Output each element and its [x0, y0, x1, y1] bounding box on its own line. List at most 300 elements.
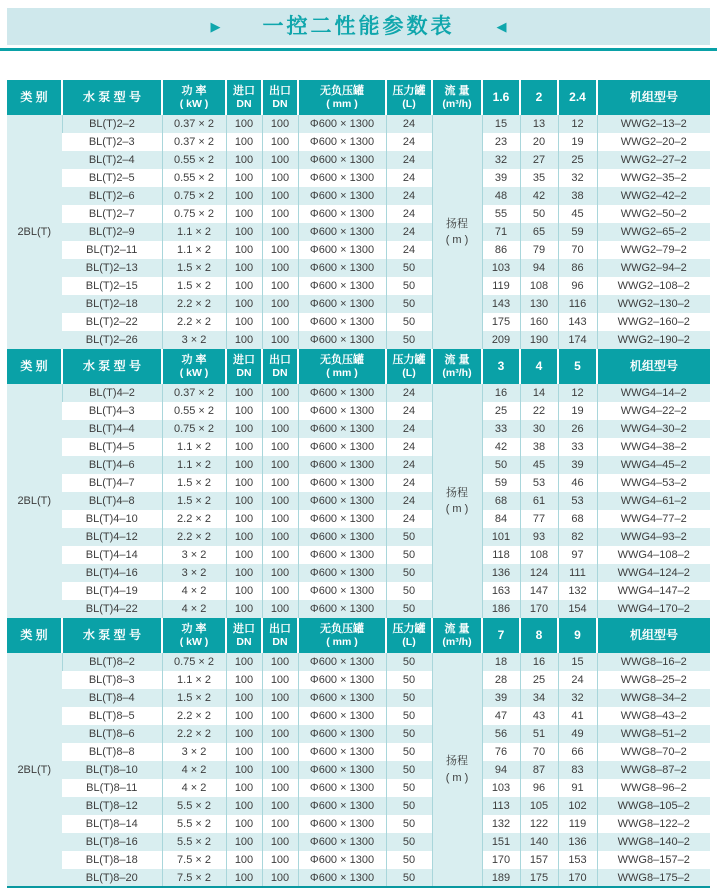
cell-inlet-dn: 100 [226, 187, 262, 205]
cell-pump-model: BL(T)8–3 [62, 671, 162, 689]
cell-pressure-tank: 24 [386, 151, 432, 169]
cell-flow-1: 84 [482, 510, 520, 528]
cell-inlet-dn: 100 [226, 133, 262, 151]
cell-inlet-dn: 100 [226, 653, 262, 671]
cell-power: 1.5 × 2 [162, 277, 226, 295]
cell-inlet-dn: 100 [226, 402, 262, 420]
cell-outlet-dn: 100 [262, 689, 298, 707]
col-header-flow-value: 2 [520, 80, 558, 115]
cell-vacuum-tank: Φ600 × 1300 [298, 223, 386, 241]
cell-flow-1: 15 [482, 115, 520, 133]
cell-inlet-dn: 100 [226, 151, 262, 169]
table-row [7, 833, 710, 851]
cell-unit-model: WWG8–87–2 [597, 761, 710, 779]
cell-unit-model: WWG2–130–2 [597, 295, 710, 313]
cell-outlet-dn: 100 [262, 671, 298, 689]
cell-flow-3: 19 [558, 133, 597, 151]
cell-flow-2: 38 [520, 438, 558, 456]
cell-flow-3: 70 [558, 241, 597, 259]
cell-unit-model: WWG4–53–2 [597, 474, 710, 492]
cell-outlet-dn: 100 [262, 761, 298, 779]
cell-pressure-tank: 24 [386, 420, 432, 438]
cell-outlet-dn: 100 [262, 528, 298, 546]
cell-flow-1: 59 [482, 474, 520, 492]
cell-pump-model: BL(T)2–26 [62, 331, 162, 349]
cell-vacuum-tank: Φ600 × 1300 [298, 564, 386, 582]
table-row [7, 707, 710, 725]
table-row [7, 456, 710, 474]
cell-unit-model: WWG8–70–2 [597, 743, 710, 761]
page-title: 一控二性能参数表 [262, 15, 455, 38]
cell-flow-2: 35 [520, 169, 558, 187]
table-row [7, 869, 710, 887]
cell-flow-3: 33 [558, 438, 597, 456]
cell-outlet-dn: 100 [262, 384, 298, 402]
cell-vacuum-tank: Φ600 × 1300 [298, 115, 386, 133]
cell-power: 1.1 × 2 [162, 223, 226, 241]
col-header-pressure-tank: 压力罐 (L) [386, 80, 432, 115]
cell-flow-2: 70 [520, 743, 558, 761]
cell-flow-3: 12 [558, 384, 597, 402]
cell-outlet-dn: 100 [262, 743, 298, 761]
cell-outlet-dn: 100 [262, 331, 298, 349]
col-header-flow-value: 8 [520, 618, 558, 653]
table-row [7, 582, 710, 600]
cell-flow-2: 105 [520, 797, 558, 815]
table-row [7, 295, 710, 313]
cell-pump-model: BL(T)8–5 [62, 707, 162, 725]
cell-flow-3: 136 [558, 833, 597, 851]
cell-inlet-dn: 100 [226, 833, 262, 851]
cell-vacuum-tank: Φ600 × 1300 [298, 779, 386, 797]
cell-inlet-dn: 100 [226, 259, 262, 277]
cell-vacuum-tank: Φ600 × 1300 [298, 259, 386, 277]
cell-pump-model: BL(T)2–5 [62, 169, 162, 187]
cell-flow-1: 71 [482, 223, 520, 241]
cell-pump-model: BL(T)4–6 [62, 456, 162, 474]
cell-outlet-dn: 100 [262, 169, 298, 187]
cell-outlet-dn: 100 [262, 815, 298, 833]
col-header-flow-value: 9 [558, 618, 597, 653]
table-row [7, 779, 710, 797]
col-header-pump-model: 水 泵 型 号 [62, 349, 162, 384]
cell-flow-2: 175 [520, 869, 558, 887]
cell-flow-1: 113 [482, 797, 520, 815]
cell-flow-3: 49 [558, 725, 597, 743]
cell-pump-model: BL(T)2–4 [62, 151, 162, 169]
cell-vacuum-tank: Φ600 × 1300 [298, 151, 386, 169]
cell-unit-model: WWG4–38–2 [597, 438, 710, 456]
cell-unit-model: WWG2–160–2 [597, 313, 710, 331]
cell-unit-model: WWG2–190–2 [597, 331, 710, 349]
cell-flow-2: 34 [520, 689, 558, 707]
col-header-pressure-tank: 压力罐 (L) [386, 349, 432, 384]
table-row [7, 492, 710, 510]
table-row [7, 241, 710, 259]
cell-outlet-dn: 100 [262, 241, 298, 259]
cell-pressure-tank: 50 [386, 779, 432, 797]
cell-pressure-tank: 50 [386, 797, 432, 815]
cell-outlet-dn: 100 [262, 546, 298, 564]
cell-vacuum-tank: Φ600 × 1300 [298, 169, 386, 187]
cell-vacuum-tank: Φ600 × 1300 [298, 420, 386, 438]
cell-inlet-dn: 100 [226, 528, 262, 546]
cell-flow-2: 27 [520, 151, 558, 169]
cell-pump-model: BL(T)2–3 [62, 133, 162, 151]
cell-unit-model: WWG4–61–2 [597, 492, 710, 510]
cell-inlet-dn: 100 [226, 707, 262, 725]
cell-flow-3: 132 [558, 582, 597, 600]
cell-flow-2: 51 [520, 725, 558, 743]
cell-inlet-dn: 100 [226, 869, 262, 887]
cell-flow-3: 45 [558, 205, 597, 223]
table-row [7, 223, 710, 241]
cell-unit-model: WWG8–140–2 [597, 833, 710, 851]
cell-inlet-dn: 100 [226, 313, 262, 331]
cell-inlet-dn: 100 [226, 169, 262, 187]
col-header-inlet-dn: 进口 DN [226, 618, 262, 653]
cell-flow-2: 43 [520, 707, 558, 725]
section-header-row [7, 618, 710, 653]
cell-flow-3: 83 [558, 761, 597, 779]
table-row [7, 510, 710, 528]
cell-pump-model: BL(T)2–18 [62, 295, 162, 313]
cell-pressure-tank: 50 [386, 564, 432, 582]
col-header-power: 功 率 ( kW ) [162, 618, 226, 653]
col-header-power: 功 率 ( kW ) [162, 349, 226, 384]
cell-power: 0.55 × 2 [162, 402, 226, 420]
cell-pressure-tank: 50 [386, 259, 432, 277]
cell-vacuum-tank: Φ600 × 1300 [298, 277, 386, 295]
cell-power: 1.1 × 2 [162, 241, 226, 259]
cell-flow-1: 94 [482, 761, 520, 779]
table-row [7, 420, 710, 438]
cell-power: 4 × 2 [162, 779, 226, 797]
cell-flow-3: 143 [558, 313, 597, 331]
cell-flow-1: 55 [482, 205, 520, 223]
table-row [7, 438, 710, 456]
cell-vacuum-tank: Φ600 × 1300 [298, 653, 386, 671]
cell-power: 0.75 × 2 [162, 420, 226, 438]
cell-outlet-dn: 100 [262, 277, 298, 295]
cell-flow-3: 59 [558, 223, 597, 241]
table-row [7, 259, 710, 277]
cell-flow-1: 47 [482, 707, 520, 725]
cell-flow-2: 94 [520, 259, 558, 277]
cell-flow-3: 68 [558, 510, 597, 528]
cell-outlet-dn: 100 [262, 259, 298, 277]
cell-power: 2.2 × 2 [162, 528, 226, 546]
cell-flow-2: 42 [520, 187, 558, 205]
cell-outlet-dn: 100 [262, 223, 298, 241]
cell-inlet-dn: 100 [226, 456, 262, 474]
cell-unit-model: WWG2–94–2 [597, 259, 710, 277]
cell-outlet-dn: 100 [262, 582, 298, 600]
cell-pump-model: BL(T)4–7 [62, 474, 162, 492]
table-row [7, 205, 710, 223]
col-header-category: 类 别 [7, 349, 62, 384]
cell-pump-model: BL(T)2–7 [62, 205, 162, 223]
cell-flow-1: 86 [482, 241, 520, 259]
cell-pressure-tank: 24 [386, 187, 432, 205]
cell-pressure-tank: 50 [386, 295, 432, 313]
cell-flow-3: 12 [558, 115, 597, 133]
cell-pressure-tank: 50 [386, 582, 432, 600]
cell-vacuum-tank: Φ600 × 1300 [298, 671, 386, 689]
col-header-category: 类 别 [7, 80, 62, 115]
cell-unit-model: WWG8–34–2 [597, 689, 710, 707]
col-header-vacuum-tank: 无负压罐 ( mm ) [298, 80, 386, 115]
page-title-band [7, 8, 710, 45]
cell-flow-1: 136 [482, 564, 520, 582]
cell-flow-3: 32 [558, 689, 597, 707]
cell-flow-1: 175 [482, 313, 520, 331]
cell-flow-3: 39 [558, 456, 597, 474]
cell-pressure-tank: 50 [386, 546, 432, 564]
cell-unit-model: WWG8–122–2 [597, 815, 710, 833]
cell-outlet-dn: 100 [262, 797, 298, 815]
cell-inlet-dn: 100 [226, 600, 262, 618]
cell-vacuum-tank: Φ600 × 1300 [298, 546, 386, 564]
col-header-inlet-dn: 进口 DN [226, 80, 262, 115]
cell-flow-2: 65 [520, 223, 558, 241]
cell-pressure-tank: 50 [386, 600, 432, 618]
cell-vacuum-tank: Φ600 × 1300 [298, 456, 386, 474]
cell-power: 5.5 × 2 [162, 797, 226, 815]
cell-flow-3: 25 [558, 151, 597, 169]
cell-vacuum-tank: Φ600 × 1300 [298, 438, 386, 456]
col-header-power: 功 率 ( kW ) [162, 80, 226, 115]
cell-vacuum-tank: Φ600 × 1300 [298, 133, 386, 151]
cell-outlet-dn: 100 [262, 851, 298, 869]
cell-flow-2: 14 [520, 384, 558, 402]
cell-inlet-dn: 100 [226, 815, 262, 833]
col-header-pressure-tank: 压力罐 (L) [386, 618, 432, 653]
cell-pump-model: BL(T)4–16 [62, 564, 162, 582]
cell-inlet-dn: 100 [226, 277, 262, 295]
cell-flow-1: 39 [482, 169, 520, 187]
cell-power: 0.37 × 2 [162, 115, 226, 133]
col-header-flow-value: 7 [482, 618, 520, 653]
cell-vacuum-tank: Φ600 × 1300 [298, 474, 386, 492]
cell-unit-model: WWG4–93–2 [597, 528, 710, 546]
cell-inlet-dn: 100 [226, 420, 262, 438]
cell-power: 3 × 2 [162, 743, 226, 761]
cell-flow-1: 132 [482, 815, 520, 833]
cell-flow-2: 13 [520, 115, 558, 133]
cell-flow-3: 116 [558, 295, 597, 313]
cell-unit-model: WWG2–108–2 [597, 277, 710, 295]
cell-inlet-dn: 100 [226, 564, 262, 582]
cell-pressure-tank: 24 [386, 241, 432, 259]
cell-inlet-dn: 100 [226, 331, 262, 349]
cell-flow-2: 130 [520, 295, 558, 313]
cell-power: 2.2 × 2 [162, 295, 226, 313]
cell-flow-3: 91 [558, 779, 597, 797]
col-header-outlet-dn: 出口 DN [262, 618, 298, 653]
cell-outlet-dn: 100 [262, 438, 298, 456]
cell-vacuum-tank: Φ600 × 1300 [298, 600, 386, 618]
cell-flow-3: 111 [558, 564, 597, 582]
cell-pump-model: BL(T)8–14 [62, 815, 162, 833]
cell-inlet-dn: 100 [226, 223, 262, 241]
col-header-flow-value: 5 [558, 349, 597, 384]
cell-flow-1: 32 [482, 151, 520, 169]
cell-flow-1: 103 [482, 779, 520, 797]
lift-head-cell: 扬程 ( m ) [432, 653, 482, 887]
cell-vacuum-tank: Φ600 × 1300 [298, 851, 386, 869]
cell-pump-model: BL(T)4–12 [62, 528, 162, 546]
cell-pump-model: BL(T)2–15 [62, 277, 162, 295]
cell-flow-3: 15 [558, 653, 597, 671]
section-header-row [7, 349, 710, 384]
cell-power: 0.75 × 2 [162, 653, 226, 671]
cell-unit-model: WWG2–27–2 [597, 151, 710, 169]
cell-flow-3: 86 [558, 259, 597, 277]
cell-inlet-dn: 100 [226, 546, 262, 564]
cell-vacuum-tank: Φ600 × 1300 [298, 743, 386, 761]
cell-vacuum-tank: Φ600 × 1300 [298, 187, 386, 205]
col-header-vacuum-tank: 无负压罐 ( mm ) [298, 618, 386, 653]
cell-inlet-dn: 100 [226, 241, 262, 259]
cell-pressure-tank: 50 [386, 851, 432, 869]
cell-flow-2: 87 [520, 761, 558, 779]
table-row [7, 151, 710, 169]
table-row [7, 115, 710, 133]
col-header-flow: 流 量 (m³/h) [432, 349, 482, 384]
cell-flow-3: 32 [558, 169, 597, 187]
table-row [7, 815, 710, 833]
col-header-flow: 流 量 (m³/h) [432, 80, 482, 115]
cell-pump-model: BL(T)2–13 [62, 259, 162, 277]
cell-pressure-tank: 50 [386, 653, 432, 671]
cell-vacuum-tank: Φ600 × 1300 [298, 707, 386, 725]
cell-outlet-dn: 100 [262, 707, 298, 725]
cell-flow-2: 22 [520, 402, 558, 420]
cell-inlet-dn: 100 [226, 474, 262, 492]
cell-inlet-dn: 100 [226, 115, 262, 133]
cell-vacuum-tank: Φ600 × 1300 [298, 510, 386, 528]
cell-flow-2: 16 [520, 653, 558, 671]
cell-vacuum-tank: Φ600 × 1300 [298, 869, 386, 887]
table-row [7, 725, 710, 743]
cell-flow-2: 61 [520, 492, 558, 510]
cell-flow-2: 53 [520, 474, 558, 492]
cell-pump-model: BL(T)8–4 [62, 689, 162, 707]
cell-pump-model: BL(T)4–4 [62, 420, 162, 438]
cell-power: 0.55 × 2 [162, 169, 226, 187]
cell-unit-model: WWG8–51–2 [597, 725, 710, 743]
cell-pressure-tank: 50 [386, 331, 432, 349]
cell-flow-1: 209 [482, 331, 520, 349]
cell-pressure-tank: 24 [386, 510, 432, 528]
table-row [7, 169, 710, 187]
left-arrow-icon: ▶ [210, 19, 221, 34]
cell-outlet-dn: 100 [262, 205, 298, 223]
cell-unit-model: WWG2–13–2 [597, 115, 710, 133]
cell-unit-model: WWG2–79–2 [597, 241, 710, 259]
cell-pump-model: BL(T)8–12 [62, 797, 162, 815]
cell-unit-model: WWG8–16–2 [597, 653, 710, 671]
col-header-unit-model: 机组型号 [597, 349, 710, 384]
cell-power: 1.5 × 2 [162, 259, 226, 277]
table-row [7, 743, 710, 761]
cell-pressure-tank: 50 [386, 869, 432, 887]
cell-pump-model: BL(T)2–2 [62, 115, 162, 133]
cell-flow-1: 189 [482, 869, 520, 887]
cell-pump-model: BL(T)8–2 [62, 653, 162, 671]
cell-unit-model: WWG2–20–2 [597, 133, 710, 151]
cell-flow-1: 143 [482, 295, 520, 313]
cell-pressure-tank: 50 [386, 689, 432, 707]
cell-flow-3: 19 [558, 402, 597, 420]
cell-unit-model: WWG8–175–2 [597, 869, 710, 887]
table-row [7, 187, 710, 205]
cell-inlet-dn: 100 [226, 492, 262, 510]
cell-outlet-dn: 100 [262, 779, 298, 797]
cell-power: 0.75 × 2 [162, 205, 226, 223]
cell-flow-1: 42 [482, 438, 520, 456]
cell-inlet-dn: 100 [226, 582, 262, 600]
cell-outlet-dn: 100 [262, 474, 298, 492]
col-header-pump-model: 水 泵 型 号 [62, 618, 162, 653]
cell-pressure-tank: 24 [386, 223, 432, 241]
cell-unit-model: WWG8–157–2 [597, 851, 710, 869]
cell-flow-3: 38 [558, 187, 597, 205]
cell-pump-model: BL(T)8–10 [62, 761, 162, 779]
cell-unit-model: WWG4–14–2 [597, 384, 710, 402]
cell-outlet-dn: 100 [262, 402, 298, 420]
table-row [7, 331, 710, 349]
cell-flow-2: 79 [520, 241, 558, 259]
cell-outlet-dn: 100 [262, 510, 298, 528]
cell-pressure-tank: 24 [386, 384, 432, 402]
col-header-flow-value: 4 [520, 349, 558, 384]
cell-outlet-dn: 100 [262, 187, 298, 205]
category-cell: 2BL(T) [7, 384, 62, 618]
cell-vacuum-tank: Φ600 × 1300 [298, 331, 386, 349]
cell-power: 2.2 × 2 [162, 707, 226, 725]
cell-flow-2: 25 [520, 671, 558, 689]
cell-flow-3: 41 [558, 707, 597, 725]
cell-flow-3: 24 [558, 671, 597, 689]
cell-power: 1.1 × 2 [162, 438, 226, 456]
cell-pressure-tank: 50 [386, 761, 432, 779]
table-row [7, 133, 710, 151]
cell-vacuum-tank: Φ600 × 1300 [298, 582, 386, 600]
cell-inlet-dn: 100 [226, 779, 262, 797]
cell-flow-1: 101 [482, 528, 520, 546]
cell-outlet-dn: 100 [262, 313, 298, 331]
cell-pressure-tank: 50 [386, 833, 432, 851]
cell-pump-model: BL(T)2–6 [62, 187, 162, 205]
cell-flow-3: 154 [558, 600, 597, 618]
cell-inlet-dn: 100 [226, 384, 262, 402]
cell-pump-model: BL(T)4–8 [62, 492, 162, 510]
cell-unit-model: WWG8–96–2 [597, 779, 710, 797]
cell-flow-2: 93 [520, 528, 558, 546]
cell-vacuum-tank: Φ600 × 1300 [298, 205, 386, 223]
cell-pump-model: BL(T)8–18 [62, 851, 162, 869]
cell-flow-1: 163 [482, 582, 520, 600]
cell-power: 3 × 2 [162, 331, 226, 349]
right-arrow-icon: ◀ [496, 19, 507, 34]
col-header-outlet-dn: 出口 DN [262, 80, 298, 115]
cell-flow-3: 174 [558, 331, 597, 349]
cell-pump-model: BL(T)8–6 [62, 725, 162, 743]
cell-inlet-dn: 100 [226, 761, 262, 779]
cell-power: 2.2 × 2 [162, 510, 226, 528]
